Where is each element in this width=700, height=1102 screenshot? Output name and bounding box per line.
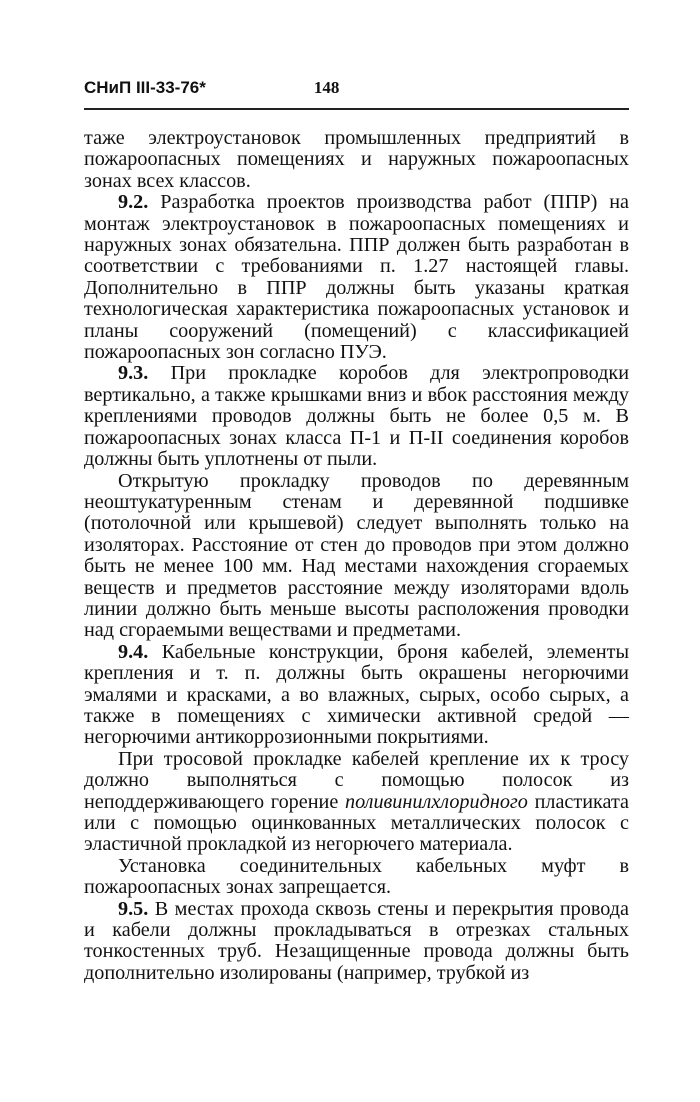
paragraph-open-wiring <box>84 471 629 642</box>
section-number: 9.5. <box>118 897 149 920</box>
running-header <box>84 78 629 106</box>
paragraph-couplings <box>84 856 629 899</box>
document-code: СНиП III-33-76* <box>84 78 206 97</box>
section-number: 9.3. <box>118 362 149 385</box>
section-number: 9.2. <box>118 191 149 214</box>
body-text <box>84 128 629 984</box>
paragraph-cable-rope <box>84 749 629 856</box>
paragraph-9-2 <box>84 192 629 363</box>
paragraph-text: таже электроустановок промышленных предприятий в пожароопасных помещениях и наружных пожароопасных зонах всех классов. <box>84 127 629 192</box>
paragraph-9-3 <box>84 363 629 470</box>
paragraph-text: Разработка проектов производства работ (ППР) на монтаж электроустановок в пожароопасных помещениях и наружных зонах обязательна. ППР должен быть разработан в соответствии с требованиями п. 1.27 настоящей главы. Дополнительно в ППР должны быть указаны краткая технологическая характеристика пожароопасных установок и планы сооружений (помещений) с классификацией пожароопасных зон согласно ПУЭ. <box>84 191 630 364</box>
paragraph-continued <box>84 128 629 192</box>
paragraph-text-italic: поливинилхлоридного <box>344 790 528 813</box>
section-number: 9.4. <box>118 640 149 663</box>
paragraph-text: Открытую прокладку проводов по деревянным неоштукатуренным стенам и деревянной подшивке (потолочной или крышевой) следует выполнять только на изоляторах. Расстояние от стен до проводов при этом должно быть не менее 100 мм. Над местами нахождения сгораемых веществ и предметов расстояние между изоляторами вдоль линии должно быть меньше высоты расположения проводки над сгораемыми веществами и предметами. <box>84 469 629 642</box>
paragraph-text: При прокладке коробов для электропроводки вертикально, а также крышками вниз и вбок расстояния между креплениями проводов должны быть не более 0,5 м. В пожароопасных зонах класса П-1 и П-II соединения коробов должны быть уплотнены от пыли. <box>84 362 629 471</box>
paragraph-9-4 <box>84 642 629 749</box>
paragraph-text-before: При тросовой прокладке кабелей крепление их к тросу должно выполняться с помощью полосок из неподдерживающего горение <box>84 747 629 813</box>
header-rule <box>84 108 629 110</box>
document-page <box>84 78 629 984</box>
paragraph-text: Установка соединительных кабельных муфт в пожароопасных зонах запрещается. <box>84 854 629 899</box>
paragraph-text: Кабельные конструкции, броня кабелей, элементы крепления и т. п. должны быть окрашены негорючими эмалями и красками, а во влажных, сырых, особо сырых, а также в помещениях с химически активной средой — негорючими антикоррозионными покрытиями. <box>84 640 630 749</box>
paragraph-9-5 <box>84 899 629 985</box>
page-number: 148 <box>313 78 340 97</box>
paragraph-text: В местах прохода сквозь стены и перекрытия провода и кабели должны прокладываться в отрезках стальных тонкостенных труб. Незащищенные провода должны быть дополнительно изолированы (например, трубкой из <box>84 897 630 984</box>
paragraph-text-after: пластиката или с помощью оцинкованных металлических полосок с эластичной прокладкой из негорючего материала. <box>84 790 629 856</box>
